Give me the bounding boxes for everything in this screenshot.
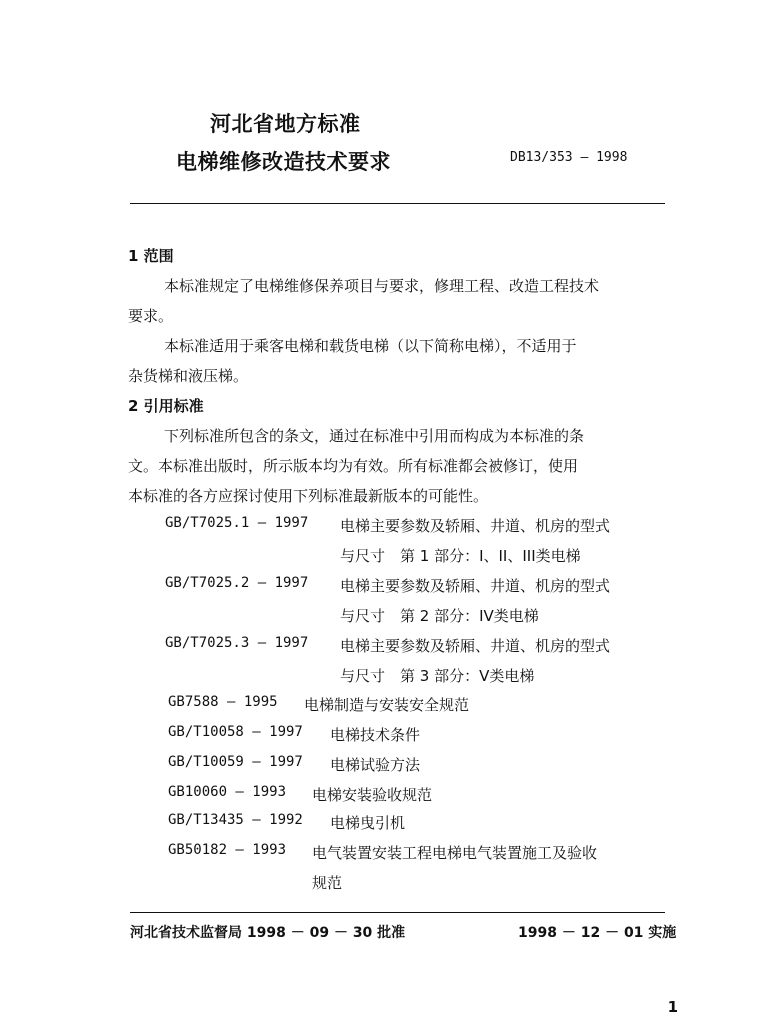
reference-title: 电梯曳引机 bbox=[330, 814, 406, 832]
reference-title: 电梯制造与安装安全规范 bbox=[304, 696, 470, 714]
reference-code: GB/T7025.3 — 1997 bbox=[165, 635, 309, 651]
reference-title: 电梯技术条件 bbox=[330, 726, 421, 744]
page-number: 1 bbox=[667, 998, 678, 1016]
reference-title: 电梯主要参数及轿厢、井道、机房的型式 bbox=[340, 517, 611, 535]
section1-p1-line2: 要求。 bbox=[128, 307, 174, 325]
section1-heading: 1 范围 bbox=[128, 247, 174, 265]
document-title-line2: 电梯维修改造技术要求 bbox=[176, 150, 391, 174]
implementation-line: 1998 － 12 － 01 实施 bbox=[518, 925, 677, 941]
reference-title: 电梯试验方法 bbox=[330, 756, 421, 774]
reference-title: 规范 bbox=[312, 874, 343, 892]
approval-line: 河北省技术监督局 1998 － 09 － 30 批准 bbox=[130, 925, 406, 941]
reference-title: 与尺寸 第 3 部分：V类电梯 bbox=[340, 667, 535, 685]
section1-p1-line1: 本标准规定了电梯维修保养项目与要求，修理工程、改造工程技术 bbox=[164, 277, 600, 295]
reference-title: 与尺寸 第 2 部分：IV类电梯 bbox=[340, 607, 539, 625]
standard-code: DB13/353 — 1998 bbox=[510, 150, 628, 165]
reference-title: 与尺寸 第 1 部分：I、II、III类电梯 bbox=[340, 547, 581, 565]
section2-p1-line3: 本标准的各方应探讨使用下列标准最新版本的可能性。 bbox=[128, 487, 489, 505]
reference-title: 电梯主要参数及轿厢、井道、机房的型式 bbox=[340, 637, 611, 655]
header-rule bbox=[130, 203, 665, 204]
section2-heading: 2 引用标准 bbox=[128, 397, 204, 415]
reference-title: 电气装置安装工程电梯电气装置施工及验收 bbox=[312, 844, 598, 862]
reference-code: GB10060 — 1993 bbox=[168, 784, 287, 800]
reference-code: GB/T7025.2 — 1997 bbox=[165, 575, 309, 591]
reference-title: 电梯主要参数及轿厢、井道、机房的型式 bbox=[340, 577, 611, 595]
reference-code: GB/T13435 — 1992 bbox=[168, 812, 303, 828]
reference-code: GB/T7025.1 — 1997 bbox=[165, 515, 309, 531]
document-title-line1: 河北省地方标准 bbox=[210, 112, 361, 136]
reference-code: GB/T10058 — 1997 bbox=[168, 724, 303, 740]
reference-code: GB/T10059 — 1997 bbox=[168, 754, 303, 770]
footer-rule bbox=[130, 912, 665, 913]
section1-p2-line1: 本标准适用于乘客电梯和载货电梯（以下简称电梯），不适用于 bbox=[164, 337, 577, 355]
section2-p1-line1: 下列标准所包含的条文，通过在标准中引用而构成为本标准的条 bbox=[164, 427, 585, 445]
section1-p2-line2: 杂货梯和液压梯。 bbox=[128, 367, 249, 385]
reference-code: GB50182 — 1993 bbox=[168, 842, 287, 858]
reference-title: 电梯安装验收规范 bbox=[312, 786, 433, 804]
reference-code: GB7588 — 1995 bbox=[168, 694, 278, 710]
section2-p1-line2: 文。本标准出版时，所示版本均为有效。所有标准都会被修订，使用 bbox=[128, 457, 579, 475]
